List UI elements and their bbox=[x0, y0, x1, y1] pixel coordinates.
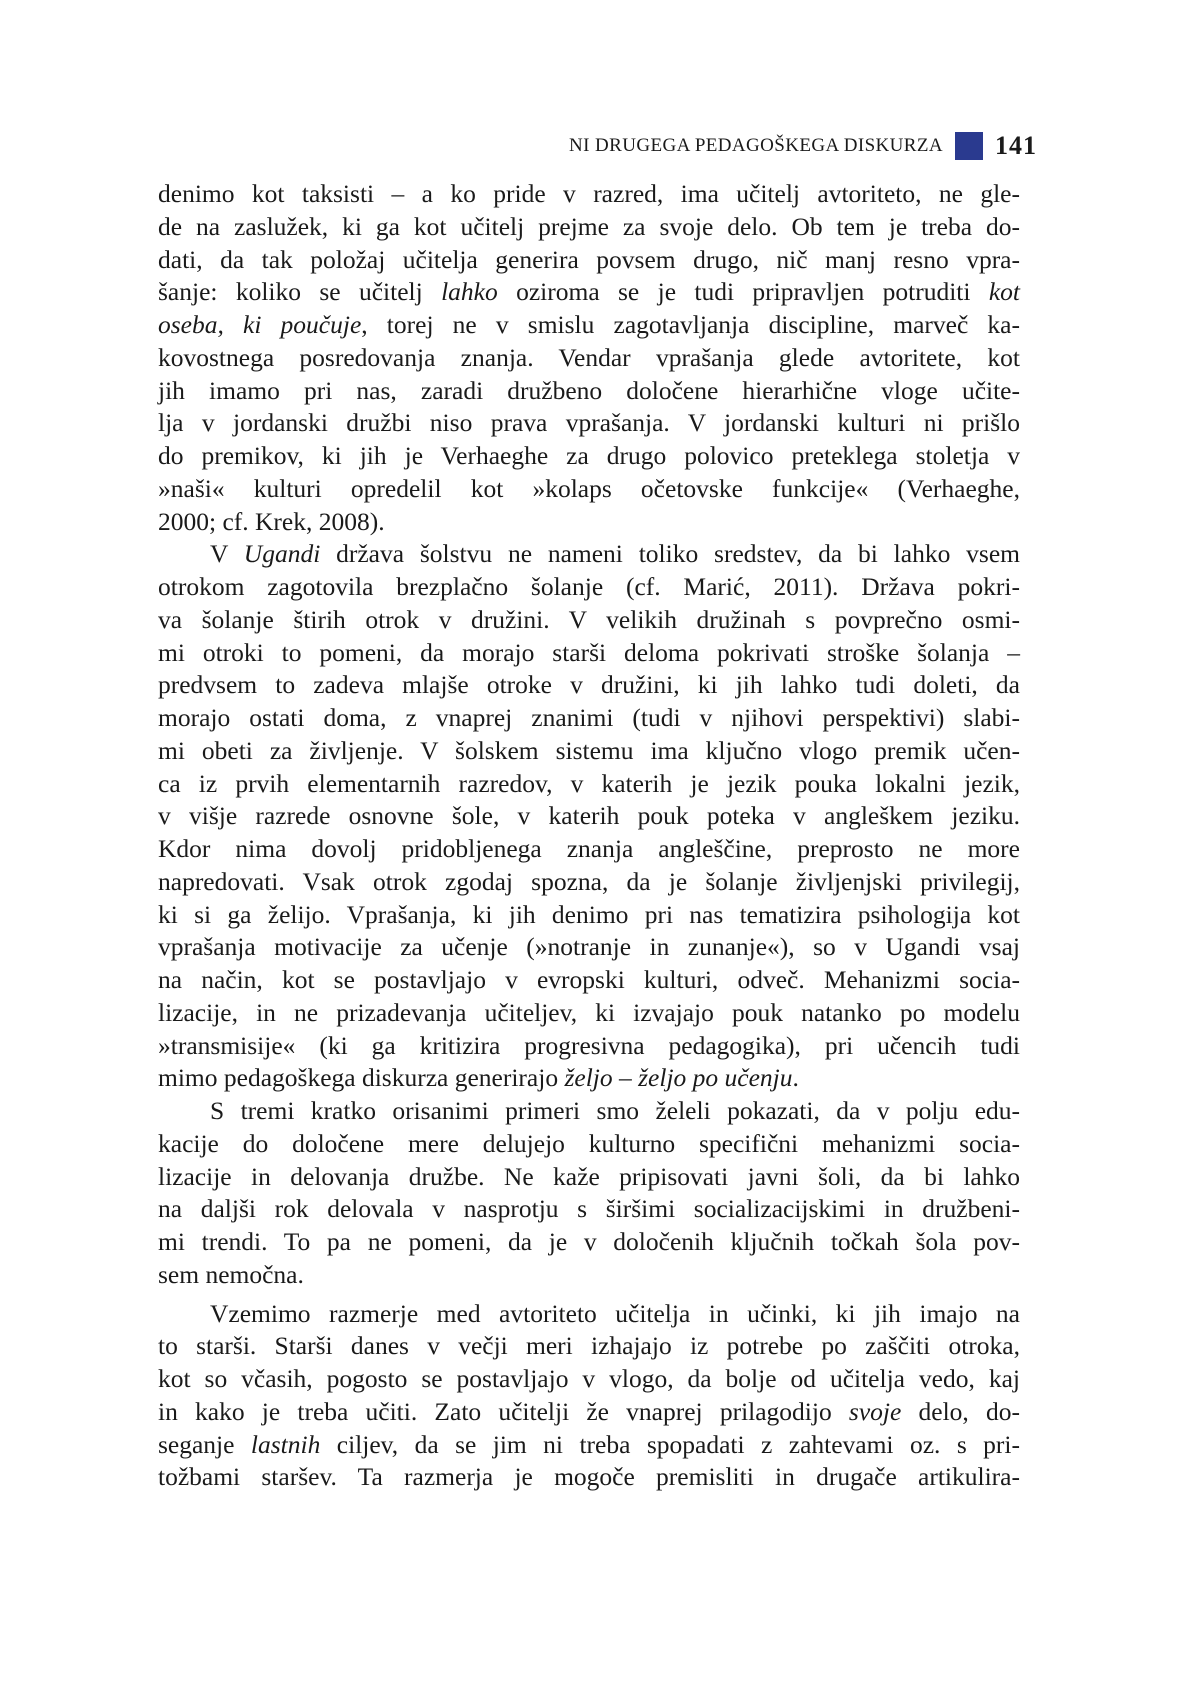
text-line bbox=[158, 1062, 1020, 1095]
text-line bbox=[158, 1461, 1020, 1494]
text-line bbox=[158, 604, 1020, 637]
text-line bbox=[158, 178, 1020, 211]
text-segment: ki si ga želijo. Vprašanja, ki jih denimo pri nas tematizira psihologija kot bbox=[158, 899, 1020, 929]
text-segment: lizacije, in ne prizadevanja učiteljev, ki izvajajo pouk natanko po modelu bbox=[158, 997, 1020, 1027]
text-segment: in kako je treba učiti. Zato učitelji že vnaprej prilagodijo bbox=[158, 1396, 849, 1426]
text-line bbox=[158, 1259, 1020, 1292]
text-segment: mi obeti za življenje. V šolskem sistemu ima ključno vlogo premik učen- bbox=[158, 735, 1020, 765]
text-line bbox=[158, 1298, 1020, 1331]
text-segment: do premikov, ki jih je Verhaeghe za drugo polovico preteklega stoletja v bbox=[158, 441, 1020, 470]
text-line bbox=[158, 1330, 1020, 1363]
page-number: 141 bbox=[995, 131, 1037, 160]
text-line bbox=[158, 899, 1020, 932]
text-line bbox=[158, 342, 1020, 375]
text-line bbox=[158, 1161, 1020, 1194]
text-segment: mi otroki to pomeni, da morajo starši deloma pokrivati stroške šolanja – bbox=[158, 637, 1020, 667]
text-line bbox=[158, 964, 1020, 997]
text-line bbox=[158, 375, 1020, 408]
text-line bbox=[158, 637, 1020, 670]
text-segment: lja v jordanski družbi niso prava vprašanja. V jordanski kulturi ni prišlo bbox=[158, 408, 1020, 438]
text-segment: mi trendi. To pa ne pomeni, da je v določenih ključnih točkah šola pov- bbox=[158, 1227, 1020, 1256]
text-segment: morajo ostati doma, z vnaprej znanimi (tudi v njihovi perspektivi) slabi- bbox=[158, 703, 1020, 732]
text-segment: seganje bbox=[158, 1429, 251, 1459]
text-segment: država šolstvu ne nameni toliko sredstev, da bi lahko vsem bbox=[320, 539, 1020, 569]
text-segment: V bbox=[210, 539, 244, 569]
text-segment: »transmisije« (ki ga kritizira progresivna pedagogika), pri učencih tudi bbox=[158, 1030, 1020, 1060]
italic-text: lastnih bbox=[250, 1429, 321, 1459]
italic-text: Ugandi bbox=[243, 539, 321, 569]
text-line bbox=[158, 669, 1020, 702]
text-segment: S tremi kratko orisanimi primeri smo želeli pokazati, da v polju edu- bbox=[210, 1096, 1020, 1125]
body-text bbox=[158, 178, 1020, 1494]
italic-text: svoje bbox=[848, 1396, 902, 1426]
text-line bbox=[158, 1095, 1020, 1128]
text-line bbox=[158, 1193, 1020, 1226]
text-line bbox=[158, 1363, 1020, 1396]
text-line bbox=[158, 1226, 1020, 1259]
text-line bbox=[158, 1128, 1020, 1161]
text-line bbox=[158, 997, 1020, 1030]
text-segment: Kdor nima dovolj pridobljenega znanja angleščine, preprosto ne more bbox=[158, 834, 1020, 863]
text-segment: Vzemimo razmerje med avtoriteto učitelja in učinki, ki jih imajo na bbox=[210, 1298, 1020, 1328]
text-line bbox=[158, 538, 1020, 571]
text-segment: oziroma se je tudi pripravljen potruditi bbox=[497, 277, 989, 307]
text-segment: kacije do določene mere delujejo kulturno specifični mehanizmi socia- bbox=[158, 1128, 1020, 1158]
text-line bbox=[158, 1030, 1020, 1063]
text-line bbox=[158, 440, 1020, 473]
text-segment: na način, kot se postavljajo v evropski kulturi, odveč. Mehanizmi socia- bbox=[158, 965, 1020, 994]
text-line bbox=[158, 735, 1020, 768]
text-line bbox=[158, 702, 1020, 735]
text-line bbox=[158, 571, 1020, 604]
text-segment: , torej ne v smislu zagotavljanja discipline, marveč ka- bbox=[361, 310, 1020, 339]
text-line bbox=[158, 931, 1020, 964]
text-segment: predvsem to zadeva mlajše otroke v družini, ki jih lahko tudi doleti, da bbox=[158, 670, 1020, 700]
text-segment: v višje razrede osnovne šole, v katerih pouk poteka v angleškem jeziku. bbox=[158, 801, 1020, 831]
paragraph bbox=[158, 538, 1020, 1095]
text-line bbox=[158, 309, 1020, 342]
text-segment: kot so včasih, pogosto se postavljajo v vlogo, da bolje od učitelja vedo, kaj bbox=[158, 1364, 1020, 1393]
text-segment: šanje: koliko se učitelj bbox=[158, 277, 442, 307]
text-segment: napredovati. Vsak otrok zgodaj spozna, da je šolanje življenjski privilegij, bbox=[158, 866, 1020, 896]
text-segment: denimo kot taksisti – a ko pride v razred, ima učitelj avtoriteto, ne gle- bbox=[158, 179, 1020, 208]
italic-text: lahko bbox=[441, 277, 498, 307]
text-segment: vprašanja motivacije za učenje (»notranje in zunanje«), so v Ugandi vsaj bbox=[158, 932, 1020, 962]
paragraph bbox=[158, 1298, 1020, 1495]
text-line bbox=[158, 473, 1020, 506]
text-segment: dati, da tak položaj učitelja generira povsem drugo, nič manj resno vpra- bbox=[158, 244, 1020, 274]
text-segment: na daljši rok delovala v nasprotju s širšimi socializacijskimi in družbeni- bbox=[158, 1194, 1020, 1224]
text-segment: sem nemočna. bbox=[158, 1259, 304, 1289]
text-line bbox=[158, 866, 1020, 899]
text-segment: ca iz prvih elementarnih razredov, v katerih je jezik pouka lokalni jezik, bbox=[158, 768, 1020, 798]
text-segment: to starši. Starši danes v večji meri izhajajo iz potrebe po zaščiti otroka, bbox=[158, 1331, 1020, 1361]
text-segment: tožbami staršev. Ta razmerja je mogoče premisliti in drugače artikulira- bbox=[158, 1462, 1020, 1492]
text-segment: jih imamo pri nas, zaradi družbeno določene hierarhične vloge učite- bbox=[158, 375, 1020, 405]
text-line bbox=[158, 1396, 1020, 1429]
text-segment: de na zaslužek, ki ga kot učitelj prejme za svoje delo. Ob tem je treba do- bbox=[158, 211, 1020, 241]
running-head-title: NI DRUGEGA PEDAGOŠKEGA DISKURZA bbox=[569, 135, 943, 156]
text-line bbox=[158, 211, 1020, 244]
paragraph bbox=[158, 1095, 1020, 1292]
text-segment: va šolanje štirih otrok v družini. V velikih družinah s povprečno osmi- bbox=[158, 604, 1020, 634]
text-segment: ciljev, da se jim ni treba spopadati z zahtevami oz. s pri- bbox=[320, 1429, 1021, 1459]
text-segment: delo, do- bbox=[901, 1396, 1020, 1426]
text-line bbox=[158, 407, 1020, 440]
running-header bbox=[569, 126, 1037, 160]
text-segment: mimo pedagoškega diskurza generirajo bbox=[158, 1063, 565, 1093]
text-line bbox=[158, 506, 1020, 539]
accent-square bbox=[955, 132, 983, 160]
text-line bbox=[158, 800, 1020, 833]
italic-text: željo – željo po učenju bbox=[564, 1063, 793, 1093]
text-line bbox=[158, 833, 1020, 866]
text-segment: lizacije in delovanja družbe. Ne kaže pripisovati javni šoli, da bi lahko bbox=[158, 1161, 1020, 1191]
text-segment: . bbox=[792, 1063, 799, 1093]
italic-text: kot bbox=[988, 277, 1020, 307]
text-line bbox=[158, 244, 1020, 277]
text-line bbox=[158, 768, 1020, 801]
text-segment: 2000; cf. Krek, 2008). bbox=[158, 506, 385, 536]
paragraph bbox=[158, 178, 1020, 538]
text-segment: »naši« kulturi opredelil kot »kolaps očetovske funkcije« (Verhaeghe, bbox=[158, 473, 1020, 503]
text-segment: kovostnega posredovanja znanja. Vendar vprašanja glede avtoritete, kot bbox=[158, 342, 1020, 372]
text-segment: otrokom zagotovila brezplačno šolanje (cf. Marić, 2011). Država pokri- bbox=[158, 572, 1020, 601]
italic-text: oseba, ki poučuje bbox=[158, 310, 362, 339]
text-line bbox=[158, 1429, 1020, 1462]
text-line bbox=[158, 276, 1020, 309]
